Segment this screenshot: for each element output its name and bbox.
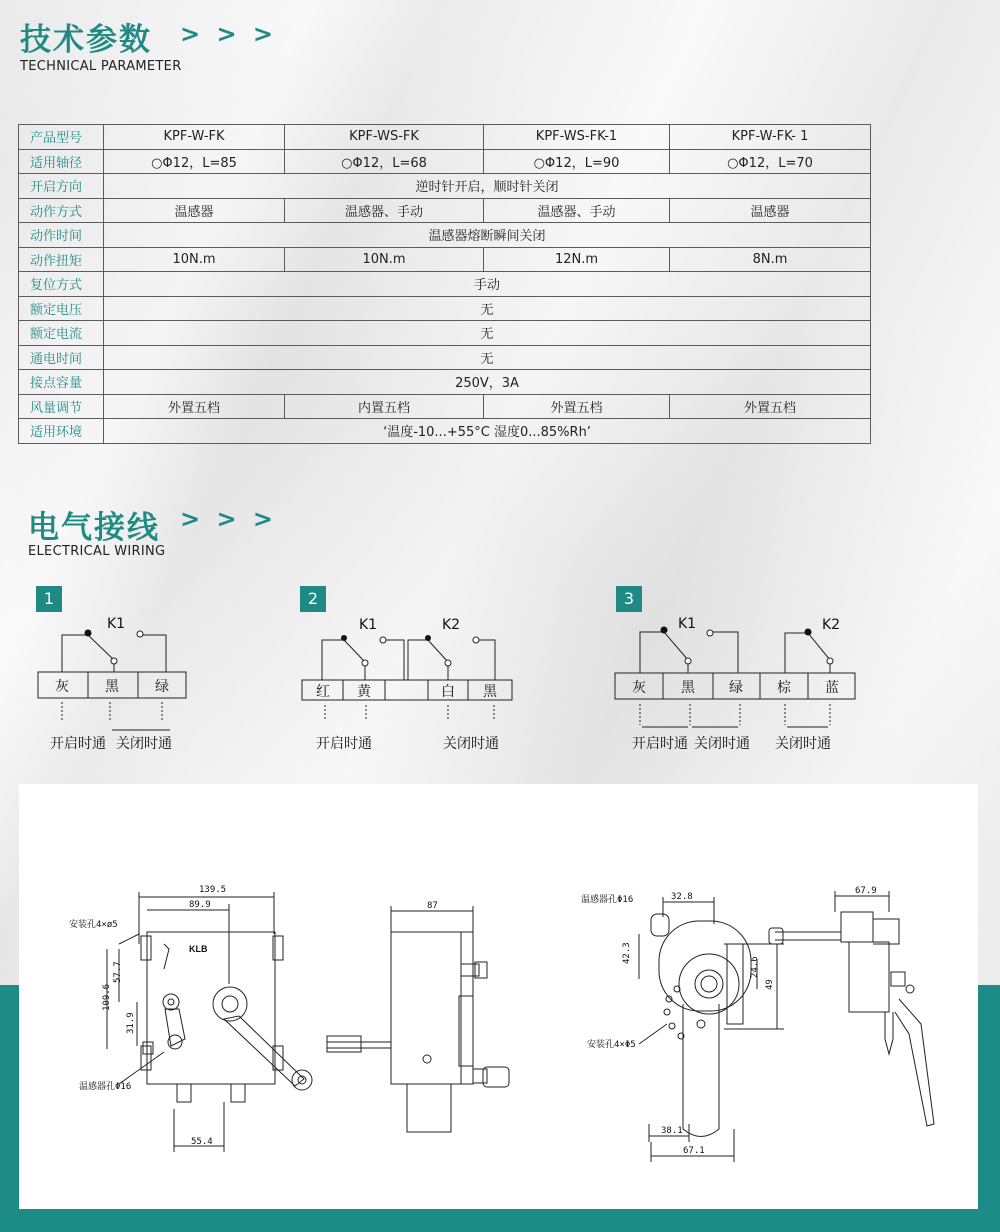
diagram-2-number: 2 xyxy=(300,586,326,612)
param-label: 接点容量 xyxy=(19,370,104,395)
dim-front1-w-total: 139.5 xyxy=(199,885,227,895)
diagram-2-k2-label: K2 xyxy=(442,617,461,633)
dim-front1-h-total: 109.6 xyxy=(102,983,112,1011)
diagram-3-k2-label: K2 xyxy=(822,617,841,633)
dimension-drawing-panel xyxy=(19,784,978,1209)
param-label: 产品型号 xyxy=(19,125,104,150)
param-row xyxy=(19,174,871,199)
param-cell: ‘温度-10...+55°C 湿度0...85%Rh’ xyxy=(104,419,871,444)
param-cell: 外置五档 xyxy=(484,394,670,419)
diagram-2-term-1: 红 xyxy=(316,684,330,700)
param-cell: 10N.m xyxy=(104,247,285,272)
dim-side2-depth: 67.9 xyxy=(855,886,877,896)
diagram-3-term-2: 黑 xyxy=(681,680,695,696)
param-label: 动作时间 xyxy=(19,223,104,248)
param-cell: KPF-W-FK xyxy=(104,125,285,150)
diagram-1-term-2: 黑 xyxy=(105,679,119,695)
param-cell: KPF-W-FK- 1 xyxy=(670,125,871,150)
diagram-3-note-open: 开启时通 xyxy=(632,736,688,752)
diagram-1-k1-label: K1 xyxy=(107,616,126,632)
param-row xyxy=(19,125,871,150)
logo-text: KLB xyxy=(189,944,208,954)
param-cell: ○Φ12，L=85 xyxy=(104,149,285,174)
diagram-1-note-open: 开启时通 xyxy=(50,736,106,752)
diagram-1-term-1: 灰 xyxy=(55,679,69,695)
param-cell: 逆时针开启，顺时针关闭 xyxy=(104,174,871,199)
param-cell: 外置五档 xyxy=(670,394,871,419)
diagram-1-note-close: 关闭时通 xyxy=(116,736,172,752)
param-row xyxy=(19,272,871,297)
diagram-2-note-close: 关闭时通 xyxy=(443,736,499,752)
wiring-section-arrows-icon: > > > xyxy=(180,505,278,533)
dim-front1-w-bottom: 55.4 xyxy=(191,1137,213,1147)
param-cell: 8N.m xyxy=(670,247,871,272)
param-cell: 手动 xyxy=(104,272,871,297)
diagram-2-note-open: 开启时通 xyxy=(316,736,372,752)
param-row xyxy=(19,345,871,370)
param-label: 额定电流 xyxy=(19,321,104,346)
param-label: 开启方向 xyxy=(19,174,104,199)
diagram-1-contact-closed xyxy=(85,630,92,637)
param-cell: 外置五档 xyxy=(104,394,285,419)
param-row xyxy=(19,296,871,321)
param-label: 通电时间 xyxy=(19,345,104,370)
param-row xyxy=(19,370,871,395)
param-row xyxy=(19,321,871,346)
param-cell: 温感器、手动 xyxy=(484,198,670,223)
diagram-1-number: 1 xyxy=(36,586,62,612)
param-label: 复位方式 xyxy=(19,272,104,297)
diagram-2-contact-1 xyxy=(341,635,347,641)
param-cell: 温感器 xyxy=(104,198,285,223)
param-row xyxy=(19,149,871,174)
dim-front2-w-top: 32.8 xyxy=(671,892,693,902)
diagram-1-term-3: 绿 xyxy=(155,679,169,695)
dim-front2-w-b1: 38.1 xyxy=(661,1126,683,1136)
param-row xyxy=(19,198,871,223)
param-label: 额定电压 xyxy=(19,296,104,321)
dim-front2-h-r2: 49 xyxy=(765,979,775,990)
dim-front1-h-lower: 31.9 xyxy=(126,1012,136,1034)
param-cell: 无 xyxy=(104,296,871,321)
front2-sensor-label: 温感器孔Φ16 xyxy=(581,895,634,905)
param-cell: KPF-WS-FK xyxy=(285,125,484,150)
param-cell: 温感器、手动 xyxy=(285,198,484,223)
dim-side1-depth: 87 xyxy=(427,901,438,911)
diagram-2-term-2: 黄 xyxy=(357,684,371,700)
tech-section-arrows-icon: > > > xyxy=(180,20,278,48)
diagram-2-term-3: 白 xyxy=(441,684,455,700)
tech-section-subtitle: TECHNICAL PARAMETER xyxy=(20,59,182,74)
param-cell: 无 xyxy=(104,321,871,346)
param-label: 适用轴径 xyxy=(19,149,104,174)
dim-front2-h-left: 42.3 xyxy=(622,942,632,964)
param-cell: 10N.m xyxy=(285,247,484,272)
param-cell: KPF-WS-FK-1 xyxy=(484,125,670,150)
param-label: 适用环境 xyxy=(19,419,104,444)
dim-front2-w-b2: 67.1 xyxy=(683,1146,705,1156)
diagram-2-k1-label: K1 xyxy=(359,617,378,633)
diagram-3-note-close-2: 关闭时通 xyxy=(775,736,831,752)
param-cell: 250V，3A xyxy=(104,370,871,395)
wiring-section-subtitle: ELECTRICAL WIRING xyxy=(28,544,166,559)
diagram-3-k1-label: K1 xyxy=(678,616,697,632)
wiring-section-title: 电气接线 xyxy=(28,510,160,546)
param-cell: ○Φ12，L=68 xyxy=(285,149,484,174)
diagram-3-contact-1 xyxy=(661,627,668,634)
dimension-drawing-svg xyxy=(19,784,978,1209)
param-row xyxy=(19,223,871,248)
param-label: 风量调节 xyxy=(19,394,104,419)
param-cell: ○Φ12，L=90 xyxy=(484,149,670,174)
param-label: 动作方式 xyxy=(19,198,104,223)
diagram-3-term-1: 灰 xyxy=(632,680,646,696)
front1-sensor-label: 温感器孔Φ16 xyxy=(79,1082,132,1092)
diagram-3-term-4: 棕 xyxy=(777,680,791,696)
diagram-2-term-4: 黑 xyxy=(483,684,497,700)
param-cell: 温感器 xyxy=(670,198,871,223)
diagram-3-term-5: 蓝 xyxy=(825,680,839,696)
dim-front1-w-inner: 89.9 xyxy=(189,900,211,910)
param-label: 动作扭矩 xyxy=(19,247,104,272)
front1-hole-label: 安装孔4×ø5 xyxy=(69,920,118,930)
param-row xyxy=(19,419,871,444)
param-row xyxy=(19,394,871,419)
param-row xyxy=(19,247,871,272)
diagram-3-number: 3 xyxy=(616,586,642,612)
diagram-2-contact-2 xyxy=(425,635,431,641)
param-cell: 内置五档 xyxy=(285,394,484,419)
parameter-table xyxy=(18,124,871,444)
param-cell: 无 xyxy=(104,345,871,370)
wiring-diagrams xyxy=(0,580,1000,780)
dim-front2-h-r1: 24.6 xyxy=(750,956,760,978)
tech-section-title: 技术参数 xyxy=(20,22,152,58)
diagram-3-note-close: 关闭时通 xyxy=(694,736,750,752)
param-cell: 12N.m xyxy=(484,247,670,272)
dim-front1-h-upper: 57.7 xyxy=(113,961,123,983)
param-cell: 温感器熔断瞬间关闭 xyxy=(104,223,871,248)
diagram-3-term-3: 绿 xyxy=(729,680,743,696)
diagram-3-contact-2 xyxy=(805,629,812,636)
param-cell: ○Φ12，L=70 xyxy=(670,149,871,174)
front2-hole-label: 安装孔4×Φ5 xyxy=(587,1040,636,1050)
